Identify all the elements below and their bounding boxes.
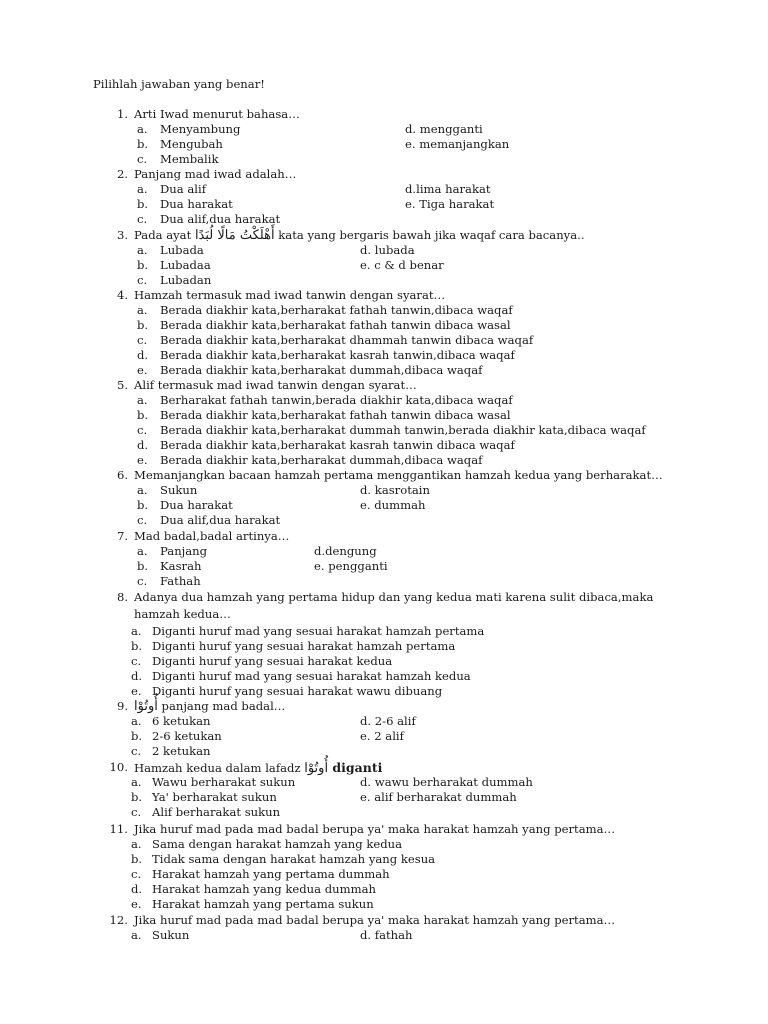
option-text: Harakat hamzah yang pertama sukun	[152, 897, 374, 911]
option-text: Fathah	[160, 574, 201, 588]
question-number: 5.	[116, 378, 128, 392]
option-text-right: d.dengung	[314, 544, 377, 558]
option-letter: c.	[137, 152, 148, 166]
option-text: Dua alif	[160, 182, 206, 196]
option-letter: a.	[131, 928, 142, 942]
question-3-text	[134, 228, 585, 243]
option-text: Diganti huruf mad yang sesuai harakat hamzah pertama	[152, 624, 485, 638]
option-text: Berharakat fathah tanwin,berada diakhir kata,dibaca waqaf	[160, 393, 513, 407]
option-letter: a.	[137, 243, 148, 257]
option-text-right: d. wawu berharakat dummah	[360, 775, 533, 789]
option-text: Wawu berharakat sukun	[152, 775, 296, 789]
option-letter: e.	[131, 684, 142, 698]
option-letter: c.	[137, 333, 148, 347]
question-7-text: Mad badal,badal artinya…	[134, 529, 290, 543]
option-text: Lubada	[160, 243, 204, 257]
option-text: Sama dengan harakat hamzah yang kedua	[152, 837, 403, 851]
option-text: Berada diakhir kata,berharakat dummah,dibaca waqaf	[160, 453, 483, 467]
question-number: 8.	[116, 590, 128, 604]
question-number: 1.	[116, 107, 128, 121]
option-text: Berada diakhir kata,berharakat dummah,dibaca waqaf	[160, 363, 483, 377]
option-letter: d.	[137, 348, 149, 362]
option-letter: c.	[131, 867, 142, 881]
option-letter: d.	[131, 669, 143, 683]
option-letter: c.	[137, 423, 148, 437]
option-letter: d.	[131, 882, 143, 896]
arabic-text: أُوتُوْا	[304, 761, 329, 776]
question-10-text	[134, 760, 382, 776]
option-text: Mengubah	[160, 137, 223, 151]
option-text: Harakat hamzah yang kedua dummah	[152, 882, 376, 896]
option-text: Membalik	[160, 152, 219, 166]
option-text: Harakat hamzah yang pertama dummah	[152, 867, 390, 881]
option-letter: c.	[131, 654, 142, 668]
option-text-right: e. 2 alif	[360, 729, 404, 743]
option-letter: a.	[131, 624, 142, 638]
option-letter: e.	[137, 453, 148, 467]
option-text: Dua alif,dua harakat	[160, 513, 281, 527]
option-text: Lubadan	[160, 273, 212, 287]
option-text-right: e. memanjangkan	[405, 137, 510, 151]
option-letter: d.	[137, 438, 149, 452]
option-letter: a.	[137, 393, 148, 407]
question-text-part: panjang mad badal…	[157, 699, 286, 713]
option-text: Menyambung	[160, 122, 241, 136]
question-8-text-cont: hamzah kedua…	[134, 607, 231, 621]
option-letter: c.	[137, 513, 148, 527]
option-letter: c.	[131, 805, 142, 819]
arabic-text: أَهْلَكْتُ مَالًا لُبَدًا	[194, 228, 275, 243]
option-letter: c.	[137, 212, 148, 226]
option-text: 2 ketukan	[152, 744, 211, 758]
option-text-right: d.lima harakat	[405, 182, 491, 196]
option-letter: a.	[137, 303, 148, 317]
arabic-text: أُوتُوْا	[134, 699, 158, 714]
option-letter: b.	[137, 498, 149, 512]
question-4-text: Hamzah termasuk mad iwad tanwin dengan syarat…	[134, 288, 446, 302]
question-text-part: kata yang bergaris bawah jika waqaf cara bacanya..	[274, 228, 585, 242]
option-text-right: d. kasrotain	[360, 483, 430, 497]
option-text: Sukun	[160, 483, 198, 497]
option-text: Diganti huruf yang sesuai harakat kedua	[152, 654, 393, 668]
option-text: Diganti huruf yang sesuai harakat wawu dibuang	[152, 684, 443, 698]
option-letter: a.	[131, 775, 142, 789]
option-text: Berada diakhir kata,berharakat fathah tanwin dibaca wasal	[160, 408, 511, 422]
option-letter: c.	[131, 744, 142, 758]
question-number: 12.	[109, 913, 128, 927]
option-letter: e.	[137, 363, 148, 377]
option-letter: b.	[137, 408, 149, 422]
option-letter: c.	[137, 574, 148, 588]
option-text: Tidak sama dengan harakat hamzah yang kesua	[152, 852, 436, 866]
option-text-right: d. lubada	[360, 243, 415, 257]
question-1-text: Arti Iwad menurut bahasa…	[134, 107, 300, 121]
option-text: Dua harakat	[160, 197, 233, 211]
option-text: Berada diakhir kata,berharakat dhammah tanwin dibaca waqaf	[160, 333, 534, 347]
question-number: 9.	[116, 699, 128, 713]
option-text: Berada diakhir kata,berharakat kasrah tanwin,dibaca waqaf	[160, 348, 515, 362]
question-8-text: Adanya dua hamzah yang pertama hidup dan yang kedua mati karena sulit dibaca,maka	[134, 590, 654, 604]
option-text-right: d. fathah	[360, 928, 413, 942]
question-11-text: Jika huruf mad pada mad badal berupa ya' maka harakat hamzah yang pertama…	[134, 822, 616, 836]
option-text-right: e. c & d benar	[360, 258, 444, 272]
option-letter: a.	[131, 714, 142, 728]
option-text: Diganti huruf yang sesuai harakat hamzah pertama	[152, 639, 456, 653]
option-text: Berada diakhir kata,berharakat dummah tanwin,berada diakhir kata,dibaca waqaf	[160, 423, 646, 437]
option-text: Ya' berharakat sukun	[152, 790, 277, 804]
option-text-right: e. pengganti	[314, 559, 388, 573]
option-text: Kasrah	[160, 559, 202, 573]
question-6-text: Memanjangkan bacaan hamzah pertama menggantikan hamzah kedua yang berharakat…	[134, 468, 663, 482]
option-text-right: e. Tiga harakat	[405, 197, 495, 211]
question-number: 3.	[116, 228, 128, 242]
question-2-text: Panjang mad iwad adalah…	[134, 167, 297, 181]
question-text-part: Hamzah kedua dalam lafadz	[134, 761, 305, 775]
instruction: Pilihlah jawaban yang benar!	[93, 77, 265, 91]
option-letter: b.	[137, 258, 149, 272]
option-text: Dua alif,dua harakat	[160, 212, 281, 226]
option-letter: e.	[131, 897, 142, 911]
option-text: Berada diakhir kata,berharakat kasrah tanwin dibaca waqaf	[160, 438, 515, 452]
option-text: 6 ketukan	[152, 714, 211, 728]
option-letter: b.	[131, 790, 143, 804]
question-number: 2.	[116, 167, 128, 181]
option-text: Dua harakat	[160, 498, 233, 512]
option-letter: a.	[137, 544, 148, 558]
question-text-part: Pada ayat	[134, 228, 195, 242]
option-text: Alif berharakat sukun	[152, 805, 281, 819]
option-text: Berada diakhir kata,berharakat fathah tanwin,dibaca waqaf	[160, 303, 513, 317]
option-letter: c.	[137, 273, 148, 287]
option-letter: b.	[137, 197, 149, 211]
question-number: 10.	[109, 760, 128, 774]
question-12-text: Jika huruf mad pada mad badal berupa ya' maka harakat hamzah yang pertama…	[134, 913, 616, 927]
option-letter: a.	[137, 122, 148, 136]
option-text: Lubadaa	[160, 258, 211, 272]
option-text: Panjang	[160, 544, 208, 558]
question-number: 6.	[116, 468, 128, 482]
option-text-right: d. mengganti	[405, 122, 483, 136]
question-text-part: diganti	[328, 760, 383, 775]
question-5-text: Alif termasuk mad iwad tanwin dengan syarat…	[134, 378, 417, 392]
option-text: Sukun	[152, 928, 190, 942]
option-text: Diganti huruf mad yang sesuai harakat hamzah kedua	[152, 669, 471, 683]
option-letter: a.	[131, 837, 142, 851]
option-text-right: e. alif berharakat dummah	[360, 790, 517, 804]
option-letter: a.	[137, 483, 148, 497]
option-text-right: e. dummah	[360, 498, 426, 512]
option-text: Berada diakhir kata,berharakat fathah tanwin dibaca wasal	[160, 318, 511, 332]
option-text-right: d. 2-6 alif	[360, 714, 416, 728]
option-letter: b.	[137, 318, 149, 332]
option-letter: b.	[131, 852, 143, 866]
question-number: 4.	[116, 288, 128, 302]
option-letter: b.	[137, 137, 149, 151]
option-letter: b.	[131, 639, 143, 653]
option-letter: b.	[131, 729, 143, 743]
question-number: 11.	[109, 822, 128, 836]
question-number: 7.	[116, 529, 128, 543]
option-letter: b.	[137, 559, 149, 573]
question-9-text	[134, 699, 285, 714]
option-text: 2-6 ketukan	[152, 729, 222, 743]
option-letter: a.	[137, 182, 148, 196]
